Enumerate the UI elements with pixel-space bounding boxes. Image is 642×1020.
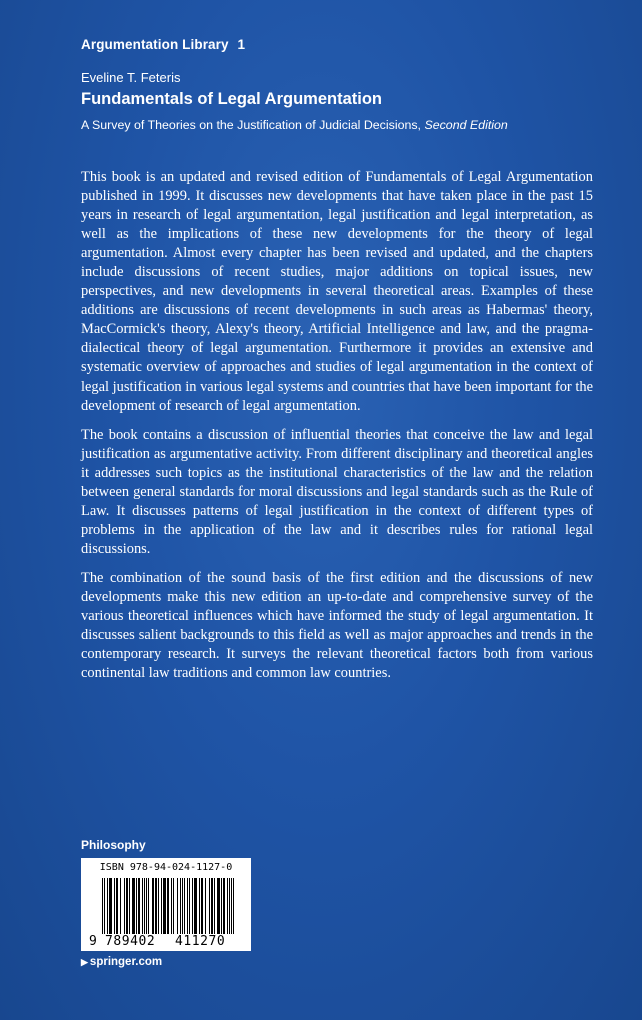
- series-name: Argumentation Library: [81, 37, 229, 52]
- isbn-barcode: [81, 858, 251, 951]
- barcode-bar: [229, 878, 230, 934]
- barcode-bar: [189, 878, 190, 934]
- barcode-bar: [167, 878, 169, 934]
- publisher-link[interactable]: [81, 956, 162, 968]
- book-subtitle: [81, 118, 508, 132]
- barcode-bar: [217, 878, 220, 934]
- barcode-bar: [148, 878, 149, 934]
- barcode-bar: [107, 878, 108, 934]
- barcode-bar: [209, 878, 210, 934]
- barcode-bar: [221, 878, 222, 934]
- series-title: [81, 37, 245, 52]
- barcode-bar: [142, 878, 143, 934]
- isbn-label: ISBN 978-94-024-1127-0: [99, 862, 233, 873]
- barcode-bar: [214, 878, 215, 934]
- barcode-right-digits: 411270: [175, 934, 226, 949]
- barcode-bar: [144, 878, 145, 934]
- publisher-url: springer.com: [89, 956, 163, 968]
- barcode-bar: [116, 878, 118, 934]
- barcode-first-digit: 9: [89, 934, 97, 949]
- barcode-bar: [138, 878, 140, 934]
- barcode-bar: [132, 878, 135, 934]
- barcode-bar: [187, 878, 188, 934]
- barcode-bar: [163, 878, 166, 934]
- book-title: Fundamentals of Legal Argumentation: [81, 90, 382, 108]
- triangle-right-icon: ▶: [81, 957, 88, 967]
- edition-text: Second Edition: [424, 118, 508, 132]
- barcode-bar: [233, 878, 234, 934]
- barcode-bar: [201, 878, 203, 934]
- barcode-bar: [136, 878, 137, 934]
- barcode-bar: [124, 878, 125, 934]
- description-paragraph-1: This book is an updated and revised edition of Fundamentals of Legal Argumentation published in 1999. It discusses new developments that have taken place in the past 15 years in research of legal argumentation, legal justification and legal interpretation, as well as the implications of these new developments for the theory of legal argumentation. Almost every chapter has been revised and updated, and the chapters include discussions of recent studies, major additions on topical issues, new perspectives, and new developments in several theoretical areas. Examples of these additions are discussions of recent developments in such areas as Habermas' theory, MacCormick's theory, Alexy's theory, Artificial Intelligence and law, and the pragma-dialectical theory of legal argumentation. Furthermore it provides an extensive and systematic overview of approaches and studies of legal argumentation in the context of legal justification in various legal systems and countries that have been important for the development of research of legal argumentation.: [81, 169, 593, 414]
- barcode-bar: [182, 878, 183, 934]
- barcode-bar: [227, 878, 228, 934]
- description-paragraph-3: The combination of the sound basis of the first edition and the discussions of new developments make this new edition an up-to-date and comprehensive survey of the various theoretical influences which have informed the study of legal argumentation. It discusses salient backgrounds to this field as well as major approaches and trends in the contemporary research. It surveys the relevant theoretical factors both from various continental law traditions and common law countries.: [81, 569, 593, 682]
- barcode-bar: [114, 878, 115, 934]
- barcode-bars: [102, 878, 238, 934]
- barcode-bar: [199, 878, 200, 934]
- barcode-bar: [152, 878, 154, 934]
- barcode-bar: [158, 878, 159, 934]
- barcode-bar: [192, 878, 193, 934]
- barcode-left-digits: 789402: [105, 934, 156, 949]
- series-number: 1: [237, 37, 246, 52]
- barcode-bar: [180, 878, 181, 934]
- barcode-bar: [146, 878, 147, 934]
- barcode-bar: [104, 878, 105, 934]
- barcode-bar: [109, 878, 112, 934]
- barcode-bar: [194, 878, 197, 934]
- barcode-bar: [177, 878, 178, 934]
- barcode-bar: [161, 878, 162, 934]
- barcode-bar: [126, 878, 128, 934]
- barcode-bar: [155, 878, 157, 934]
- subject-category: Philosophy: [81, 838, 146, 852]
- barcode-bar: [205, 878, 206, 934]
- barcode-bar: [129, 878, 130, 934]
- barcode-bar: [102, 878, 103, 934]
- barcode-bar: [171, 878, 172, 934]
- subtitle-text: A Survey of Theories on the Justification of Judicial Decisions,: [81, 118, 421, 132]
- barcode-bar: [223, 878, 225, 934]
- barcode-bar: [120, 878, 121, 934]
- barcode-bar: [211, 878, 213, 934]
- description-paragraph-2: The book contains a discussion of influential theories that conceive the law and legal justification as argumentative activity. From different disciplinary and theoretical angles it addresses such topics as the institutional characteristics of the law and the relation between general standards for moral discussions and legal standards such as the Rule of Law. It discusses patterns of legal justification in the context of different types of problems in the application of the law and it describes rules for rational legal discussions.: [81, 426, 593, 557]
- barcode-bar: [184, 878, 185, 934]
- description: [81, 168, 593, 693]
- barcode-bar: [231, 878, 232, 934]
- barcode-bar: [173, 878, 174, 934]
- author-name: Eveline T. Feteris: [81, 70, 181, 85]
